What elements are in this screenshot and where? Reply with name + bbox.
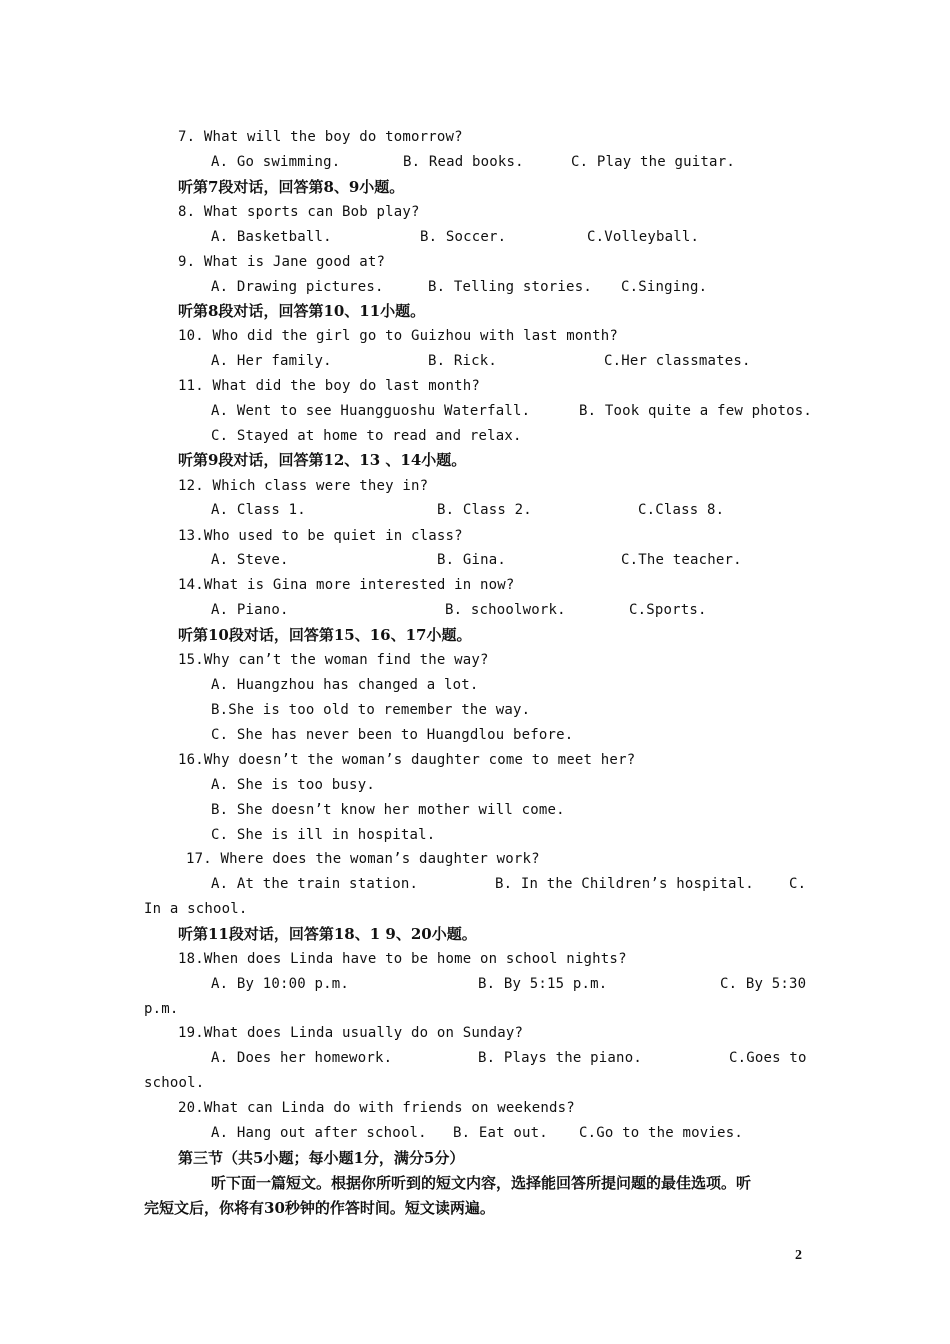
q19-option-b: B. Plays the piano. xyxy=(478,1050,642,1066)
q12-option-c: C.Class 8. xyxy=(638,502,725,518)
q18-option-b: B. By 5:15 p.m. xyxy=(478,976,608,992)
dialogue-9-heading: 听第9段对话，回答第12、13 、14小题。 xyxy=(178,451,467,469)
q20-option-a: A. Hang out after school. xyxy=(211,1125,427,1141)
q15-option-c: C. She has never been to Huangdlou before. xyxy=(211,727,574,743)
q9-option-a: A. Drawing pictures. xyxy=(211,279,384,295)
question-8: 8. What sports can Bob play? xyxy=(178,204,420,220)
question-16: 16.Why doesn’t the woman’s daughter come to meet her? xyxy=(178,752,636,768)
question-15: 15.Why can’t the woman find the way? xyxy=(178,652,489,668)
section-3-instructions-line-2: 完短文后，你将有30秒钟的作答时间。短文读两遍。 xyxy=(144,1199,495,1217)
q11-option-a: A. Went to see Huangguoshu Waterfall. xyxy=(211,403,531,419)
q20-option-b: B. Eat out. xyxy=(453,1125,548,1141)
q13-option-b: B. Gina. xyxy=(437,552,507,568)
q14-option-b: B. schoolwork. xyxy=(445,602,566,618)
q15-option-a: A. Huangzhou has changed a lot. xyxy=(211,677,479,693)
q16-option-a: A. She is too busy. xyxy=(211,777,375,793)
q12-option-a: A. Class 1. xyxy=(211,502,306,518)
q10-option-a: A. Her family. xyxy=(211,353,332,369)
q19-option-a: A. Does her homework. xyxy=(211,1050,393,1066)
q16-option-b: B. She doesn’t know her mother will come. xyxy=(211,802,565,818)
q8-option-c: C.Volleyball. xyxy=(587,229,700,245)
question-14: 14.What is Gina more interested in now? xyxy=(178,577,515,593)
question-7: 7. What will the boy do tomorrow? xyxy=(178,129,463,145)
q20-option-c: C.Go to the movies. xyxy=(579,1125,743,1141)
dialogue-11-heading: 听第11段对话，回答第18、1 9、20小题。 xyxy=(178,925,477,943)
section-3-instructions-line-1: 听下面一篇短文。根据你所听到的短文内容，选择能回答所提问题的最佳选项。听 xyxy=(211,1174,752,1192)
question-12: 12. Which class were they in? xyxy=(178,478,429,494)
dialogue-10-heading: 听第10段对话，回答第15、16、17小题。 xyxy=(178,626,472,644)
q9-option-c: C.Singing. xyxy=(621,279,708,295)
dialogue-7-heading: 听第7段对话，回答第8、9小题。 xyxy=(178,178,405,196)
q18-option-c-continued: p.m. xyxy=(144,1001,179,1017)
q19-option-c: C.Goes to xyxy=(729,1050,807,1066)
q7-option-a: A. Go swimming. xyxy=(211,154,341,170)
page-number: 2 xyxy=(795,1248,802,1263)
q16-option-c: C. She is ill in hospital. xyxy=(211,827,436,843)
q17-option-a: A. At the train station. xyxy=(211,876,419,892)
dialogue-8-heading: 听第8段对话，回答第10、11小题。 xyxy=(178,302,426,320)
q8-option-b: B. Soccer. xyxy=(420,229,507,245)
q14-option-a: A. Piano. xyxy=(211,602,289,618)
q11-option-b: B. Took quite a few photos. xyxy=(579,403,812,419)
q17-option-c: C. xyxy=(789,876,807,892)
q10-option-c: C.Her classmates. xyxy=(604,353,751,369)
q9-option-b: B. Telling stories. xyxy=(428,279,592,295)
q18-option-c: C. By 5:30 xyxy=(720,976,807,992)
question-17: 17. Where does the woman’s daughter work? xyxy=(186,851,540,867)
q17-option-c-continued: In a school. xyxy=(144,901,248,917)
q14-option-c: C.Sports. xyxy=(629,602,707,618)
q13-option-a: A. Steve. xyxy=(211,552,289,568)
question-18: 18.When does Linda have to be home on school nights? xyxy=(178,951,627,967)
question-13: 13.Who used to be quiet in class? xyxy=(178,528,463,544)
q8-option-a: A. Basketball. xyxy=(211,229,332,245)
question-20: 20.What can Linda do with friends on weekends? xyxy=(178,1100,575,1116)
question-10: 10. Who did the girl go to Guizhou with last month? xyxy=(178,328,619,344)
question-11: 11. What did the boy do last month? xyxy=(178,378,481,394)
q11-option-c: C. Stayed at home to read and relax. xyxy=(211,428,522,444)
question-19: 19.What does Linda usually do on Sunday? xyxy=(178,1025,524,1041)
question-9: 9. What is Jane good at? xyxy=(178,254,386,270)
q10-option-b: B. Rick. xyxy=(428,353,498,369)
q13-option-c: C.The teacher. xyxy=(621,552,742,568)
section-3-title: 第三节（共5小题；每小题1分，满分5分） xyxy=(178,1149,465,1167)
q18-option-a: A. By 10:00 p.m. xyxy=(211,976,350,992)
q19-option-c-continued: school. xyxy=(144,1075,205,1091)
q17-option-b: B. In the Children’s hospital. xyxy=(495,876,754,892)
q12-option-b: B. Class 2. xyxy=(437,502,532,518)
q7-option-c: C. Play the guitar. xyxy=(571,154,735,170)
q15-option-b: B.She is too old to remember the way. xyxy=(211,702,531,718)
q7-option-b: B. Read books. xyxy=(403,154,524,170)
